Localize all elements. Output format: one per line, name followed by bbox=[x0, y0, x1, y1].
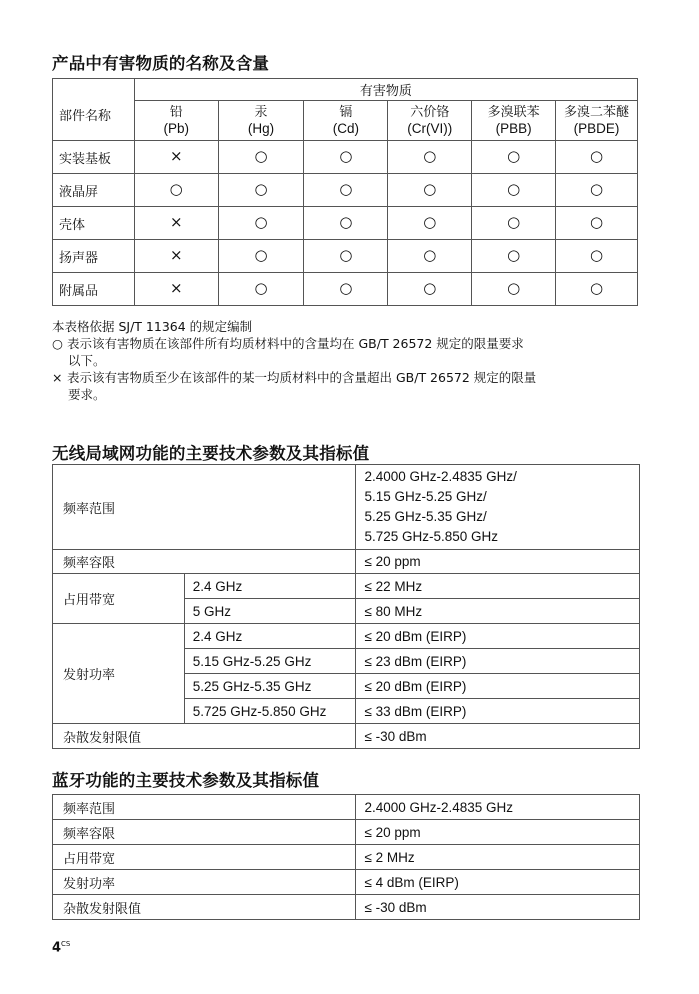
cross-mark: × bbox=[169, 147, 183, 165]
circle-mark: ○ bbox=[423, 279, 437, 297]
band-label: 5 GHz bbox=[184, 599, 356, 624]
table-row bbox=[53, 624, 640, 649]
table-row bbox=[53, 574, 640, 599]
spec-value: ≤ -30 dBm bbox=[356, 895, 640, 920]
power-label: 发射功率 bbox=[53, 624, 185, 724]
table-notes bbox=[52, 318, 536, 403]
wlan-spec-table bbox=[52, 464, 640, 749]
hazardous-substance-header: 有害物质 bbox=[134, 79, 637, 101]
circle-mark: ○ bbox=[423, 180, 437, 198]
freq-tolerance-value: ≤ 20 ppm bbox=[356, 550, 640, 574]
hazardous-substance-table bbox=[52, 78, 638, 306]
band-label: 5.25 GHz-5.35 GHz bbox=[184, 674, 356, 699]
cross-symbol: × bbox=[52, 370, 63, 385]
note-cross-text: 表示该有害物质至少在该部件的某一均质材料中的含量超出 GB/T 26572 规定的限量 bbox=[67, 370, 537, 385]
bluetooth-spec-table bbox=[52, 794, 640, 920]
table-row bbox=[53, 273, 638, 306]
circle-mark: ○ bbox=[339, 180, 353, 198]
note-circle-text-cont: 以下。 bbox=[68, 353, 106, 368]
circle-mark: ○ bbox=[507, 279, 521, 297]
bandwidth-label: 占用带宽 bbox=[53, 574, 185, 624]
band-label: 5.15 GHz-5.25 GHz bbox=[184, 649, 356, 674]
table-row bbox=[53, 724, 640, 749]
circle-mark: ○ bbox=[339, 279, 353, 297]
circle-mark: ○ bbox=[507, 246, 521, 264]
circle-symbol: ○ bbox=[52, 336, 63, 351]
circle-mark: ○ bbox=[254, 279, 268, 297]
table-row bbox=[53, 550, 640, 574]
spurious-label: 杂散发射限值 bbox=[53, 724, 356, 749]
band-label: 2.4 GHz bbox=[184, 624, 356, 649]
table-row bbox=[53, 870, 640, 895]
substance-column: 多溴联苯 (PBB) bbox=[472, 101, 556, 141]
cross-mark: × bbox=[169, 213, 183, 231]
substance-header-row bbox=[53, 101, 638, 141]
spec-label: 杂散发射限值 bbox=[53, 895, 356, 920]
circle-mark: ○ bbox=[507, 213, 521, 231]
table-row bbox=[53, 820, 640, 845]
bandwidth-value: ≤ 80 MHz bbox=[356, 599, 640, 624]
circle-mark: ○ bbox=[507, 147, 521, 165]
circle-mark: ○ bbox=[339, 213, 353, 231]
substance-column: 汞 (Hg) bbox=[218, 101, 304, 141]
band-label: 5.725 GHz-5.850 GHz bbox=[184, 699, 356, 724]
circle-mark: ○ bbox=[254, 147, 268, 165]
substance-column: 六价铬 (Cr(VI)) bbox=[388, 101, 472, 141]
spec-value: ≤ 2 MHz bbox=[356, 845, 640, 870]
circle-mark: ○ bbox=[589, 213, 604, 231]
spec-value: ≤ 20 ppm bbox=[356, 820, 640, 845]
band-label: 2.4 GHz bbox=[184, 574, 356, 599]
freq-tolerance-label: 频率容限 bbox=[53, 550, 356, 574]
spurious-value: ≤ -30 dBm bbox=[356, 724, 640, 749]
freq-range-value: 2.4000 GHz-2.4835 GHz/ 5.15 GHz-5.25 GHz/ 5.25 GHz-5.35 GHz/ 5.725 GHz-5.850 GHz bbox=[356, 465, 640, 550]
circle-mark: ○ bbox=[589, 147, 604, 165]
power-value: ≤ 20 dBm (EIRP) bbox=[356, 624, 640, 649]
part-name-header: 部件名称 bbox=[53, 79, 135, 141]
part-name: 实装基板 bbox=[53, 141, 135, 174]
table-row bbox=[53, 240, 638, 273]
spec-value: 2.4000 GHz-2.4835 GHz bbox=[356, 795, 640, 820]
spec-label: 占用带宽 bbox=[53, 845, 356, 870]
note-basis: 本表格依据 SJ/T 11364 的规定编制 bbox=[52, 319, 253, 334]
note-cross-text-cont: 要求。 bbox=[68, 387, 106, 402]
spec-label: 发射功率 bbox=[53, 870, 356, 895]
table-row bbox=[53, 174, 638, 207]
table-row bbox=[53, 895, 640, 920]
note-circle-text: 表示该有害物质在该部件所有均质材料中的含量均在 GB/T 26572 规定的限量要求 bbox=[67, 336, 524, 351]
substance-column: 铅 (Pb) bbox=[134, 101, 218, 141]
power-value: ≤ 23 dBm (EIRP) bbox=[356, 649, 640, 674]
part-name: 扬声器 bbox=[53, 240, 135, 273]
substance-column: 镉 (Cd) bbox=[304, 101, 388, 141]
bandwidth-value: ≤ 22 MHz bbox=[356, 574, 640, 599]
table-row bbox=[53, 141, 638, 174]
power-value: ≤ 20 dBm (EIRP) bbox=[356, 674, 640, 699]
circle-mark: ○ bbox=[254, 246, 268, 264]
circle-mark: ○ bbox=[254, 180, 268, 198]
cross-mark: × bbox=[169, 246, 183, 264]
spec-label: 频率范围 bbox=[53, 795, 356, 820]
cross-mark: × bbox=[169, 279, 183, 297]
part-name: 壳体 bbox=[53, 207, 135, 240]
section2-title: 无线局域网功能的主要技术参数及其指标值 bbox=[52, 444, 370, 463]
circle-mark: ○ bbox=[589, 279, 604, 297]
table-row bbox=[53, 845, 640, 870]
circle-mark: ○ bbox=[507, 180, 521, 198]
circle-mark: ○ bbox=[169, 180, 183, 198]
circle-mark: ○ bbox=[589, 180, 604, 198]
freq-range-label: 频率范围 bbox=[53, 465, 356, 550]
circle-mark: ○ bbox=[589, 246, 604, 264]
table-row bbox=[53, 795, 640, 820]
circle-mark: ○ bbox=[423, 147, 437, 165]
spec-label: 频率容限 bbox=[53, 820, 356, 845]
circle-mark: ○ bbox=[423, 213, 437, 231]
power-value: ≤ 33 dBm (EIRP) bbox=[356, 699, 640, 724]
section3-title: 蓝牙功能的主要技术参数及其指标值 bbox=[52, 771, 320, 790]
part-name: 附属品 bbox=[53, 273, 135, 306]
table-row bbox=[53, 207, 638, 240]
page-suffix: CS bbox=[61, 940, 71, 948]
part-name: 液晶屏 bbox=[53, 174, 135, 207]
section1-title: 产品中有害物质的名称及含量 bbox=[52, 54, 270, 73]
spec-value: ≤ 4 dBm (EIRP) bbox=[356, 870, 640, 895]
substance-column: 多溴二苯醚 (PBDE) bbox=[556, 101, 638, 141]
circle-mark: ○ bbox=[254, 213, 268, 231]
circle-mark: ○ bbox=[339, 246, 353, 264]
table-row bbox=[53, 465, 640, 550]
circle-mark: ○ bbox=[423, 246, 437, 264]
circle-mark: ○ bbox=[339, 147, 353, 165]
page-number: $4^{CS}$ bbox=[52, 940, 71, 956]
